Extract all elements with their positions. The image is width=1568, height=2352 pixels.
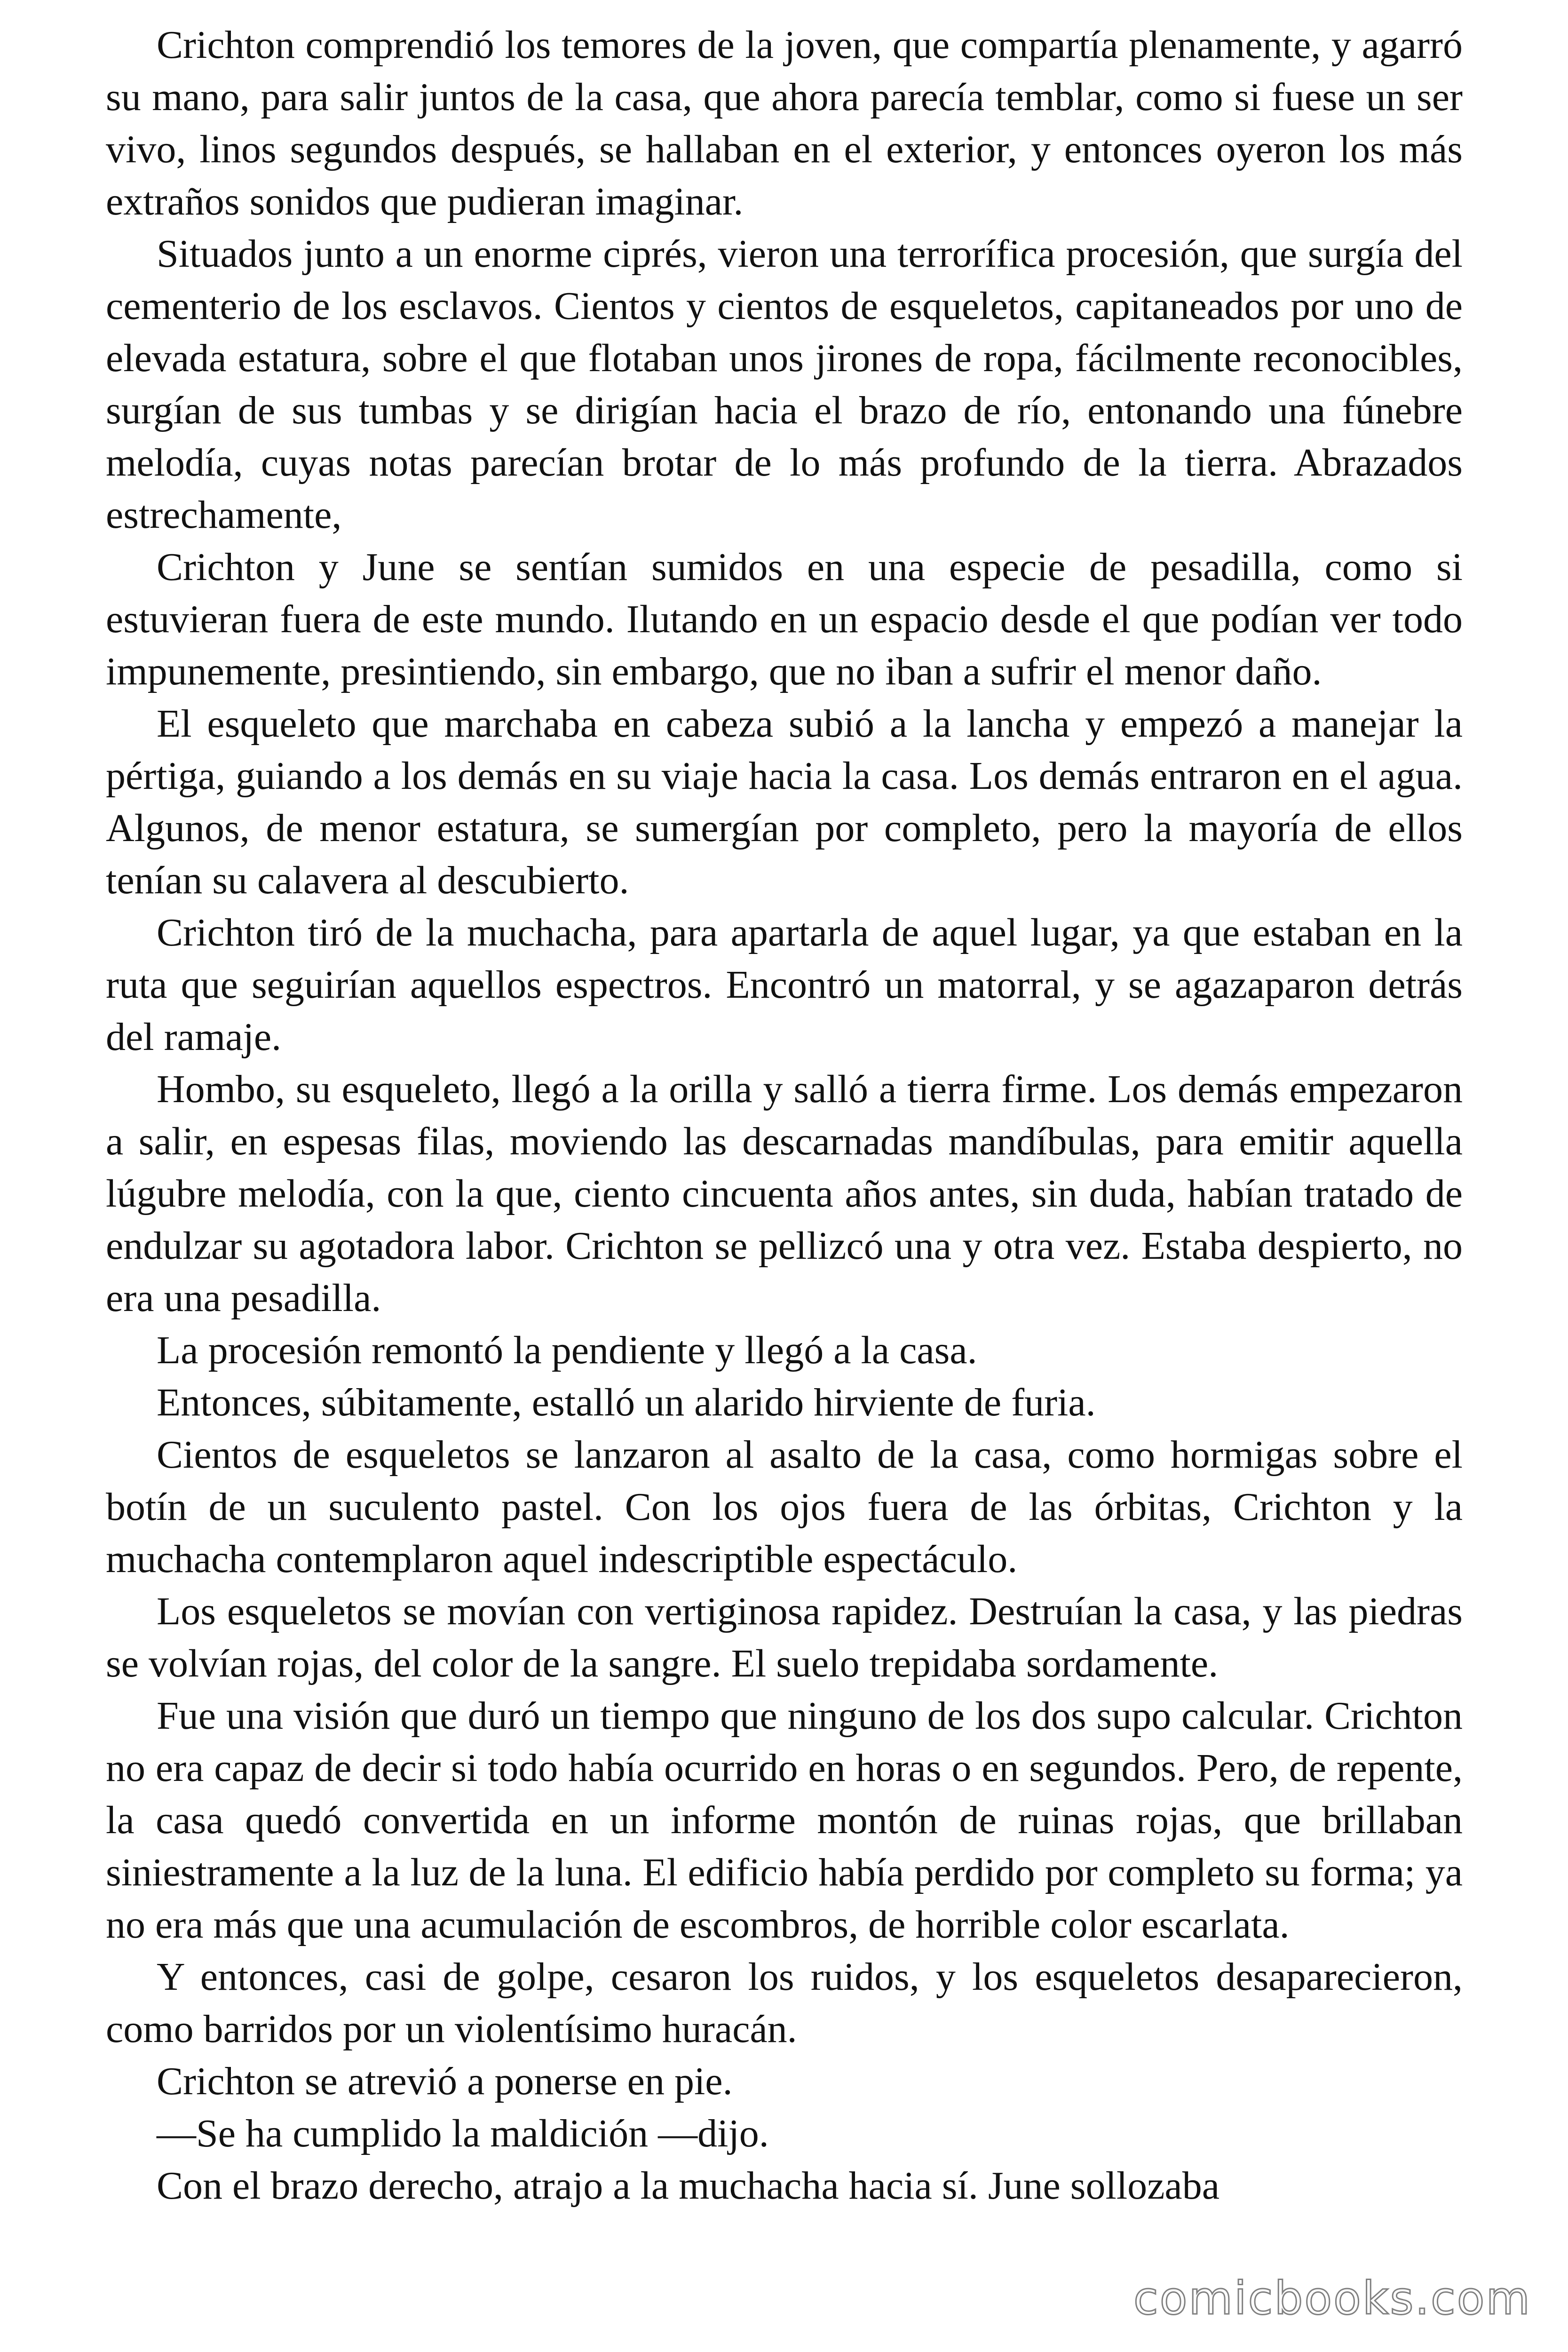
paragraph: Y entonces, casi de golpe, cesaron los ruidos, y los esqueletos desaparecieron, como barridos por un violentísimo huracán. bbox=[106, 1955, 1463, 2051]
paragraph: Situados junto a un enorme ciprés, vieron una terrorífica procesión, que surgía del cementerio de los esclavos. Cientos y cientos de esqueletos, capitaneados por uno de elevada estatura, sobre el que flotaban unos jirones de ropa, fácilmente reconocibles, surgían de sus tumbas y se dirigían hacia el brazo de río, entonando una fúnebre melodía, cuyas notas parecían brotar de lo más profundo de la tierra. Abrazados estrechamente, bbox=[106, 232, 1463, 537]
paragraph: Crichton comprendió los temores de la joven, que compartía plenamente, y agarró su mano, para salir juntos de la casa, que ahora parecía temblar, como si fuese un ser vivo, linos segundos después, se hallaban en el exterior, y entonces oyeron los más extraños sonidos que pudieran imaginar. bbox=[106, 23, 1463, 223]
paragraph: La procesión remontó la pendiente y llegó a la casa. bbox=[157, 1328, 977, 1372]
paragraph: Fue una visión que duró un tiempo que ninguno de los dos supo calcular. Crichton no era capaz de decir si todo había ocurrido en horas o en segundos. Pero, de repente, la casa quedó convertida en un informe montón de ruinas rojas, que brillaban siniestramente a la luz de la luna. El edificio había perdido por completo su forma; ya no era más que una acumulación de escombros, de horrible color escarlata. bbox=[106, 1694, 1463, 1947]
paragraph: —Se ha cumplido la maldición —dijo. bbox=[157, 2112, 769, 2155]
paragraph: Crichton se atrevió a ponerse en pie. bbox=[157, 2059, 733, 2103]
paragraph: Con el brazo derecho, atrajo a la muchacha hacia sí. June sollozaba bbox=[157, 2164, 1220, 2208]
paragraph: Cientos de esqueletos se lanzaron al asalto de la casa, como hormigas sobre el botín de un suculento pastel. Con los ojos fuera de las órbitas, Crichton y la muchacha contemplaron aquel indescriptible espectáculo. bbox=[106, 1433, 1463, 1581]
paragraph: Entonces, súbitamente, estalló un alarido hirviente de furia. bbox=[157, 1381, 1096, 1424]
paragraph: Hombo, su esqueleto, llegó a la orilla y salló a tierra firme. Los demás empezaron a salir, en espesas filas, moviendo las descarnadas mandíbulas, para emitir aquella lúgubre melodía, con la que, ciento cincuenta años antes, sin duda, habían tratado de endulzar su agotadora labor. Crichton se pellizcó una y otra vez. Estaba despierto, no era una pesadilla. bbox=[106, 1067, 1463, 1320]
paragraph: Los esqueletos se movían con vertiginosa rapidez. Destruían la casa, y las piedras se volvían rojas, del color de la sangre. El suelo trepidaba sordamente. bbox=[106, 1589, 1463, 1685]
body-text bbox=[106, 19, 1463, 2212]
paragraph: Crichton tiró de la muchacha, para apartarla de aquel lugar, ya que estaban en la ruta que seguirían aquellos espectros. Encontró un matorral, y se agazaparon detrás del ramaje. bbox=[106, 911, 1463, 1059]
paragraph: El esqueleto que marchaba en cabeza subió a la lancha y empezó a manejar la pértiga, guiando a los demás en su viaje hacia la casa. Los demás entraron en el agua. Algunos, de menor estatura, se sumergían por completo, pero la mayoría de ellos tenían su calavera al descubierto. bbox=[106, 702, 1463, 902]
paragraph: Crichton y June se sentían sumidos en una especie de pesadilla, como si estuvieran fuera de este mundo. Ilutando en un espacio desde el que podían ver todo impunemente, presintiendo, sin embargo, que no iban a sufrir el menor daño. bbox=[106, 545, 1463, 693]
site-watermark: comicbooks.com bbox=[1133, 2272, 1531, 2325]
